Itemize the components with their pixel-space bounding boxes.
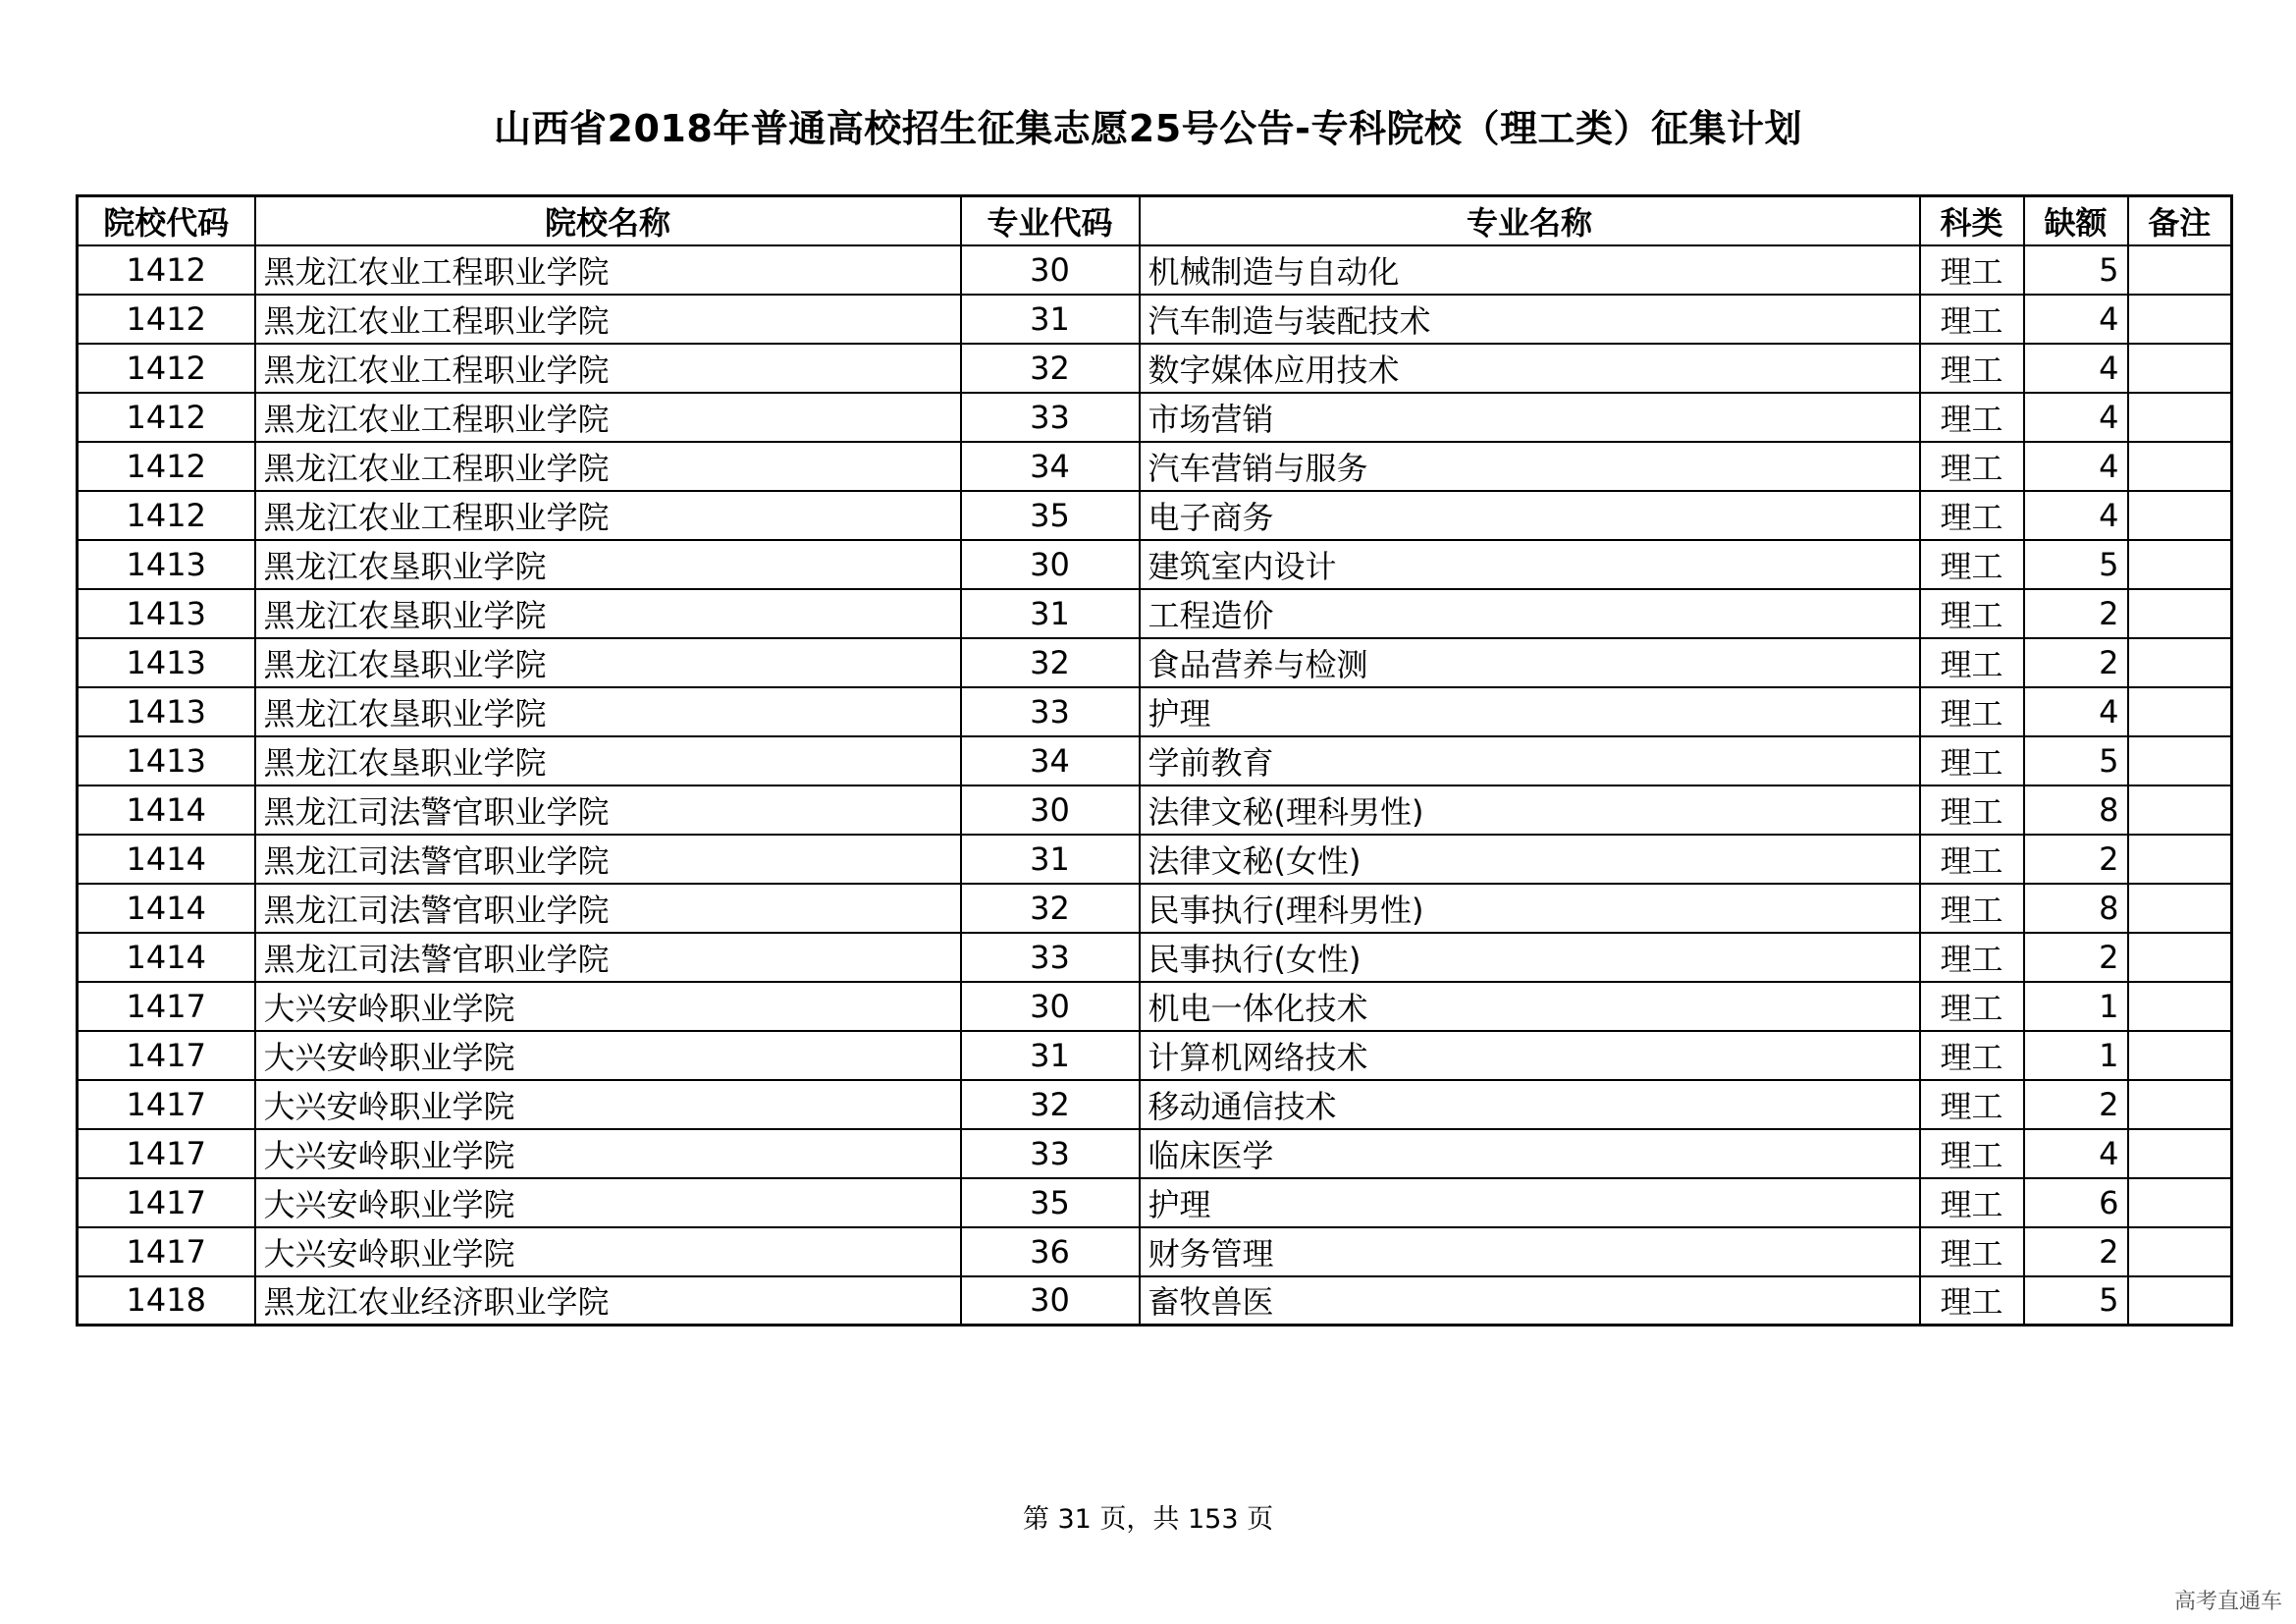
cell-vacancy: 2 — [2024, 835, 2128, 884]
cell-school-code: 1417 — [78, 1129, 255, 1178]
cell-major-code: 30 — [961, 982, 1140, 1031]
cell-vacancy: 2 — [2024, 1227, 2128, 1276]
cell-vacancy: 5 — [2024, 736, 2128, 785]
cell-vacancy: 2 — [2024, 1080, 2128, 1129]
cell-major-name: 市场营销 — [1140, 393, 1920, 442]
cell-school-name: 黑龙江农垦职业学院 — [255, 589, 961, 638]
cell-remark — [2128, 344, 2232, 393]
cell-major-name: 移动通信技术 — [1140, 1080, 1920, 1129]
cell-major-name: 汽车营销与服务 — [1140, 442, 1920, 491]
header-remark: 备注 — [2128, 196, 2232, 245]
cell-remark — [2128, 1031, 2232, 1080]
cell-vacancy: 8 — [2024, 884, 2128, 933]
cell-major-name: 畜牧兽医 — [1140, 1276, 1920, 1326]
cell-remark — [2128, 393, 2232, 442]
cell-major-name: 法律文秘(女性) — [1140, 835, 1920, 884]
cell-school-code: 1412 — [78, 245, 255, 295]
cell-major-name: 机电一体化技术 — [1140, 982, 1920, 1031]
cell-remark — [2128, 884, 2232, 933]
cell-category: 理工 — [1920, 687, 2024, 736]
cell-school-name: 大兴安岭职业学院 — [255, 1080, 961, 1129]
cell-vacancy: 4 — [2024, 442, 2128, 491]
table-row — [78, 1276, 2232, 1326]
cell-vacancy: 4 — [2024, 491, 2128, 540]
cell-school-code: 1413 — [78, 540, 255, 589]
header-category: 科类 — [1920, 196, 2024, 245]
cell-remark — [2128, 835, 2232, 884]
cell-major-name: 机械制造与自动化 — [1140, 245, 1920, 295]
cell-category: 理工 — [1920, 1276, 2024, 1326]
table-row — [78, 1080, 2232, 1129]
cell-major-name: 电子商务 — [1140, 491, 1920, 540]
cell-school-name: 黑龙江农垦职业学院 — [255, 540, 961, 589]
cell-school-code: 1413 — [78, 589, 255, 638]
cell-school-code: 1417 — [78, 1178, 255, 1227]
cell-remark — [2128, 540, 2232, 589]
cell-category: 理工 — [1920, 884, 2024, 933]
header-vacancy: 缺额 — [2024, 196, 2128, 245]
cell-school-code: 1412 — [78, 491, 255, 540]
cell-major-code: 32 — [961, 1080, 1140, 1129]
cell-remark — [2128, 1080, 2232, 1129]
cell-school-name: 黑龙江司法警官职业学院 — [255, 884, 961, 933]
cell-remark — [2128, 1178, 2232, 1227]
cell-vacancy: 1 — [2024, 1031, 2128, 1080]
table-row — [78, 1178, 2232, 1227]
enrollment-plan-table — [76, 194, 2233, 1326]
cell-school-name: 大兴安岭职业学院 — [255, 1129, 961, 1178]
cell-major-code: 34 — [961, 442, 1140, 491]
cell-major-code: 32 — [961, 884, 1140, 933]
cell-major-code: 30 — [961, 540, 1140, 589]
cell-school-name: 黑龙江司法警官职业学院 — [255, 785, 961, 835]
cell-school-name: 黑龙江农业工程职业学院 — [255, 344, 961, 393]
cell-major-code: 31 — [961, 295, 1140, 344]
cell-major-name: 护理 — [1140, 687, 1920, 736]
table-row — [78, 982, 2232, 1031]
cell-category: 理工 — [1920, 933, 2024, 982]
cell-vacancy: 4 — [2024, 687, 2128, 736]
cell-vacancy: 4 — [2024, 1129, 2128, 1178]
cell-school-name: 黑龙江农业工程职业学院 — [255, 491, 961, 540]
cell-major-code: 33 — [961, 933, 1140, 982]
cell-category: 理工 — [1920, 589, 2024, 638]
table-row — [78, 835, 2232, 884]
table-row — [78, 1227, 2232, 1276]
cell-vacancy: 4 — [2024, 344, 2128, 393]
cell-school-code: 1417 — [78, 1080, 255, 1129]
cell-vacancy: 6 — [2024, 1178, 2128, 1227]
cell-vacancy: 2 — [2024, 933, 2128, 982]
cell-school-name: 黑龙江农业工程职业学院 — [255, 442, 961, 491]
cell-school-name: 黑龙江农业工程职业学院 — [255, 295, 961, 344]
cell-major-name: 临床医学 — [1140, 1129, 1920, 1178]
cell-school-code: 1414 — [78, 785, 255, 835]
cell-remark — [2128, 736, 2232, 785]
table-row — [78, 393, 2232, 442]
table-header-row — [78, 196, 2232, 245]
cell-school-code: 1412 — [78, 295, 255, 344]
cell-remark — [2128, 982, 2232, 1031]
table-row — [78, 589, 2232, 638]
cell-remark — [2128, 491, 2232, 540]
cell-school-name: 大兴安岭职业学院 — [255, 1031, 961, 1080]
watermark-text: 高考直通车 — [2173, 1590, 2282, 1614]
cell-major-code: 33 — [961, 687, 1140, 736]
cell-vacancy: 5 — [2024, 540, 2128, 589]
cell-school-name: 黑龙江司法警官职业学院 — [255, 835, 961, 884]
cell-major-code: 30 — [961, 245, 1140, 295]
cell-category: 理工 — [1920, 295, 2024, 344]
cell-category: 理工 — [1920, 1227, 2024, 1276]
table-row — [78, 736, 2232, 785]
cell-major-name: 工程造价 — [1140, 589, 1920, 638]
header-major-name: 专业名称 — [1140, 196, 1920, 245]
cell-major-code: 35 — [961, 491, 1140, 540]
cell-school-name: 大兴安岭职业学院 — [255, 1227, 961, 1276]
cell-school-name: 黑龙江农垦职业学院 — [255, 687, 961, 736]
header-school-name: 院校名称 — [255, 196, 961, 245]
table-row — [78, 1031, 2232, 1080]
page-number: 第 31 页，共 153 页 — [1022, 1504, 1274, 1535]
cell-category: 理工 — [1920, 982, 2024, 1031]
cell-category: 理工 — [1920, 785, 2024, 835]
cell-remark — [2128, 933, 2232, 982]
cell-remark — [2128, 687, 2232, 736]
page-title: 山西省2018年普通高校招生征集志愿25号公告-专科院校（理工类）征集计划 — [494, 107, 1802, 150]
cell-vacancy: 5 — [2024, 245, 2128, 295]
cell-remark — [2128, 442, 2232, 491]
cell-category: 理工 — [1920, 1080, 2024, 1129]
table-row — [78, 687, 2232, 736]
cell-vacancy: 2 — [2024, 589, 2128, 638]
cell-category: 理工 — [1920, 835, 2024, 884]
cell-school-name: 黑龙江农业工程职业学院 — [255, 393, 961, 442]
cell-major-name: 计算机网络技术 — [1140, 1031, 1920, 1080]
cell-major-code: 35 — [961, 1178, 1140, 1227]
cell-vacancy: 4 — [2024, 295, 2128, 344]
cell-major-name: 财务管理 — [1140, 1227, 1920, 1276]
cell-school-name: 黑龙江农业工程职业学院 — [255, 245, 961, 295]
cell-remark — [2128, 245, 2232, 295]
table-row — [78, 1129, 2232, 1178]
cell-major-code: 34 — [961, 736, 1140, 785]
cell-remark — [2128, 638, 2232, 687]
cell-category: 理工 — [1920, 442, 2024, 491]
cell-major-code: 32 — [961, 638, 1140, 687]
table-row — [78, 245, 2232, 295]
table-row — [78, 933, 2232, 982]
header-school-code: 院校代码 — [78, 196, 255, 245]
cell-major-code: 36 — [961, 1227, 1140, 1276]
cell-category: 理工 — [1920, 1031, 2024, 1080]
cell-vacancy: 5 — [2024, 1276, 2128, 1326]
cell-school-code: 1418 — [78, 1276, 255, 1326]
table-row — [78, 884, 2232, 933]
cell-category: 理工 — [1920, 638, 2024, 687]
cell-major-name: 民事执行(理科男性) — [1140, 884, 1920, 933]
cell-remark — [2128, 589, 2232, 638]
cell-category: 理工 — [1920, 1129, 2024, 1178]
cell-major-name: 民事执行(女性) — [1140, 933, 1920, 982]
cell-school-code: 1417 — [78, 1227, 255, 1276]
cell-category: 理工 — [1920, 540, 2024, 589]
cell-remark — [2128, 785, 2232, 835]
cell-school-code: 1412 — [78, 344, 255, 393]
table-row — [78, 540, 2232, 589]
cell-remark — [2128, 295, 2232, 344]
cell-vacancy: 8 — [2024, 785, 2128, 835]
cell-vacancy: 2 — [2024, 638, 2128, 687]
cell-major-code: 31 — [961, 589, 1140, 638]
cell-remark — [2128, 1227, 2232, 1276]
cell-major-code: 33 — [961, 393, 1140, 442]
table-row — [78, 491, 2232, 540]
cell-major-name: 数字媒体应用技术 — [1140, 344, 1920, 393]
cell-major-name: 学前教育 — [1140, 736, 1920, 785]
cell-vacancy: 4 — [2024, 393, 2128, 442]
table-row — [78, 442, 2232, 491]
header-major-code: 专业代码 — [961, 196, 1140, 245]
cell-school-code: 1417 — [78, 1031, 255, 1080]
table-row — [78, 295, 2232, 344]
table-row — [78, 344, 2232, 393]
cell-category: 理工 — [1920, 344, 2024, 393]
cell-school-name: 大兴安岭职业学院 — [255, 982, 961, 1031]
cell-school-code: 1412 — [78, 393, 255, 442]
cell-remark — [2128, 1276, 2232, 1326]
cell-school-code: 1414 — [78, 933, 255, 982]
cell-school-name: 黑龙江农垦职业学院 — [255, 736, 961, 785]
cell-major-name: 汽车制造与装配技术 — [1140, 295, 1920, 344]
cell-school-code: 1417 — [78, 982, 255, 1031]
cell-category: 理工 — [1920, 1178, 2024, 1227]
cell-school-code: 1414 — [78, 884, 255, 933]
cell-category: 理工 — [1920, 245, 2024, 295]
cell-school-name: 黑龙江司法警官职业学院 — [255, 933, 961, 982]
cell-category: 理工 — [1920, 393, 2024, 442]
cell-school-code: 1412 — [78, 442, 255, 491]
table-body — [78, 245, 2232, 1326]
cell-school-name: 大兴安岭职业学院 — [255, 1178, 961, 1227]
cell-major-code: 30 — [961, 785, 1140, 835]
table-row — [78, 785, 2232, 835]
cell-school-code: 1414 — [78, 835, 255, 884]
cell-major-name: 建筑室内设计 — [1140, 540, 1920, 589]
cell-school-name: 黑龙江农业经济职业学院 — [255, 1276, 961, 1326]
cell-major-code: 31 — [961, 835, 1140, 884]
cell-major-code: 30 — [961, 1276, 1140, 1326]
cell-vacancy: 1 — [2024, 982, 2128, 1031]
cell-school-code: 1413 — [78, 736, 255, 785]
cell-remark — [2128, 1129, 2232, 1178]
cell-major-code: 31 — [961, 1031, 1140, 1080]
cell-school-name: 黑龙江农垦职业学院 — [255, 638, 961, 687]
cell-major-code: 33 — [961, 1129, 1140, 1178]
cell-major-code: 32 — [961, 344, 1140, 393]
cell-category: 理工 — [1920, 491, 2024, 540]
cell-major-name: 食品营养与检测 — [1140, 638, 1920, 687]
cell-major-name: 护理 — [1140, 1178, 1920, 1227]
cell-school-code: 1413 — [78, 638, 255, 687]
cell-major-name: 法律文秘(理科男性) — [1140, 785, 1920, 835]
table-row — [78, 638, 2232, 687]
cell-category: 理工 — [1920, 736, 2024, 785]
cell-school-code: 1413 — [78, 687, 255, 736]
